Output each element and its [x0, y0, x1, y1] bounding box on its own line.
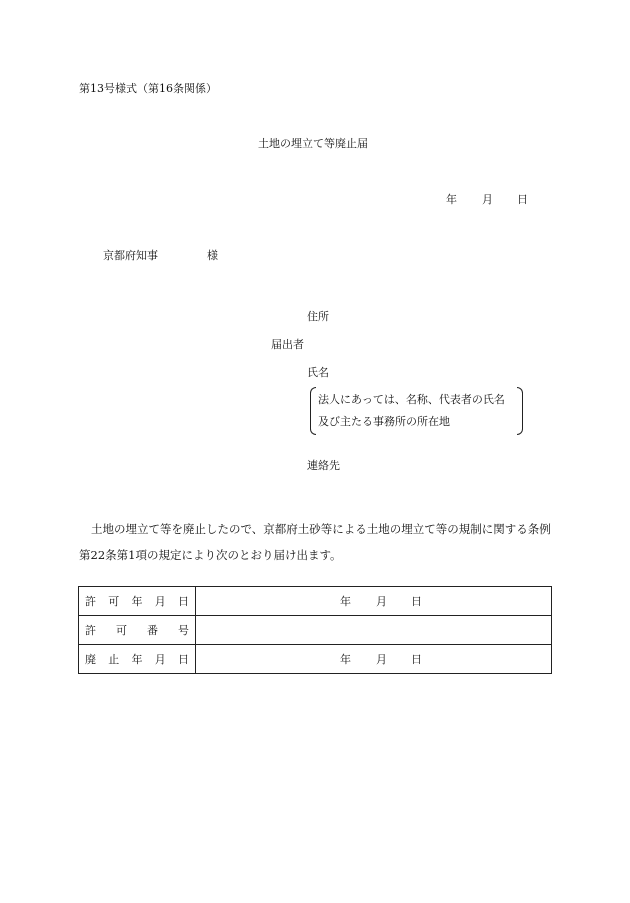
- left-bracket: [310, 387, 316, 435]
- value-year: 年: [340, 653, 351, 666]
- table-row: [79, 587, 552, 616]
- address-label: 住所: [307, 310, 329, 323]
- name-label: 氏名: [307, 366, 329, 379]
- value-day: 日: [411, 653, 422, 666]
- row-label: 許可年月日: [79, 587, 196, 616]
- date-month-label: 月: [482, 193, 493, 206]
- value-day: 日: [411, 595, 422, 608]
- form-number: 第13号様式（第16条関係）: [79, 82, 217, 95]
- value-year: 年: [340, 595, 351, 608]
- document-title: 土地の埋立て等廃止届: [258, 137, 368, 150]
- info-table: [78, 586, 552, 674]
- corporation-note-line1: 法人にあっては、名称、代表者の氏名: [318, 393, 505, 406]
- body-paragraph: 土地の埋立て等を廃止したので、京都府土砂等による土地の埋立て等の規制に関する条例第22条第1項の規定により次のとおり届け出ます。: [79, 522, 551, 562]
- table-row: [79, 616, 552, 645]
- date-year-label: 年: [446, 193, 457, 206]
- table-row: [79, 645, 552, 674]
- value-month: 月: [376, 595, 387, 608]
- corporation-note-line2: 及び主たる事務所の所在地: [318, 415, 450, 428]
- row-value: [196, 645, 552, 674]
- right-bracket: [517, 387, 523, 435]
- contact-label: 連絡先: [307, 459, 340, 472]
- row-value: [196, 587, 552, 616]
- row-label: 廃止年月日: [79, 645, 196, 674]
- corporation-note: [310, 387, 523, 435]
- row-value: [196, 616, 552, 645]
- date-day-label: 日: [517, 193, 528, 206]
- notifier-label: 届出者: [271, 338, 304, 351]
- addressee-honorific: 様: [207, 249, 218, 262]
- row-label: 許可番号: [79, 616, 196, 645]
- value-month: 月: [376, 653, 387, 666]
- addressee-name: 京都府知事: [103, 249, 158, 262]
